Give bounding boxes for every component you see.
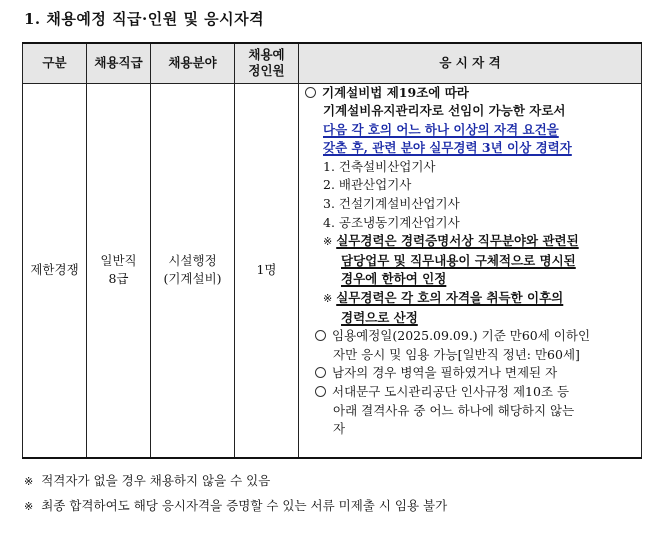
cell-category: 제한경쟁 <box>23 83 87 458</box>
qual2-line1: 임용예정일(2025.09.09.) 기준 만60세 이하인 <box>332 328 591 344</box>
header-count-line1: 채용예 <box>248 47 285 63</box>
qual1-line2: 기계설비유지관리자로 선임이 가능한 자로서 <box>323 103 566 119</box>
table-header-row <box>23 43 642 83</box>
cell-count: 1명 <box>235 83 299 458</box>
circle-bullet-icon <box>305 87 316 98</box>
note2-line2: 경력으로 산정 <box>341 309 418 325</box>
note2-line1: 실무경력은 각 호의 자격을 취득한 이후의 <box>336 290 564 306</box>
cell-qualifications <box>299 83 642 458</box>
qual4-line1: 서대문구 도시관리공단 인사규정 제10조 등 <box>332 384 570 399</box>
recruitment-table <box>22 42 642 459</box>
reference-mark-icon: ※ <box>24 475 34 488</box>
table-row <box>23 83 642 458</box>
license-item: 4. 공조냉동기계산업기사 <box>323 214 460 230</box>
footnote-item <box>24 468 447 493</box>
qual4-line3: 자 <box>333 421 346 437</box>
reference-mark-icon: ※ <box>323 292 333 306</box>
header-category: 구분 <box>23 43 87 83</box>
qual1-blue-line2: 갖춘 후, 관련 분야 실무경력 3년 이상 경력자 <box>323 140 572 156</box>
recruitment-table-wrapper <box>22 42 641 459</box>
header-field: 채용분야 <box>151 43 235 83</box>
grade-line1: 일반직 <box>100 253 137 269</box>
license-item: 1. 건축설비산업기사 <box>323 158 436 174</box>
license-item: 3. 건설기계설비산업기사 <box>323 196 460 212</box>
cell-field <box>151 83 235 458</box>
footnotes <box>24 468 447 518</box>
qual2-line2: 자만 응시 및 임용 가능[일반직 정년: 만60세] <box>333 346 580 362</box>
note1-line1: 실무경력은 경력증명서상 직무분야와 관련된 <box>336 233 579 249</box>
note1-line3: 경우에 한하여 인정 <box>341 271 447 287</box>
field-line1: 시설행정 <box>168 253 217 269</box>
license-item: 2. 배관산업기사 <box>323 177 412 193</box>
qual4-line2: 아래 결격사유 중 어느 하나에 해당하지 않는 <box>333 402 575 418</box>
grade-line2: 8급 <box>108 271 129 287</box>
note1-line2: 담당업무 및 직무내용이 구체적으로 명시된 <box>341 252 576 268</box>
footnote-item <box>24 493 447 518</box>
circle-bullet-icon <box>315 386 326 397</box>
reference-mark-icon: ※ <box>323 235 333 249</box>
cell-grade <box>87 83 151 458</box>
qual1-line1: 기계설비법 제19조에 따라 <box>322 84 469 100</box>
header-count-line2: 정인원 <box>248 63 285 79</box>
header-count <box>235 43 299 83</box>
circle-bullet-icon <box>315 367 326 378</box>
footnote-text: 최종 합격하여도 해당 응시자격을 증명할 수 있는 서류 미제출 시 임용 불가 <box>41 498 448 513</box>
reference-mark-icon: ※ <box>24 500 34 513</box>
qual3: 남자의 경우 병역을 필하였거나 면제된 자 <box>332 365 558 381</box>
header-grade: 채용직급 <box>87 43 151 83</box>
header-qualifications: 응 시 자 격 <box>299 43 642 83</box>
section-title: 1. 채용예정 직급·인원 및 응시자격 <box>24 10 265 28</box>
footnote-text: 적격자가 없을 경우 채용하지 않을 수 있음 <box>41 473 271 488</box>
qual1-blue-line1: 다음 각 호의 어느 하나 이상의 자격 요건을 <box>323 121 559 137</box>
circle-bullet-icon <box>315 330 326 341</box>
field-line2: (기계설비) <box>163 271 222 287</box>
